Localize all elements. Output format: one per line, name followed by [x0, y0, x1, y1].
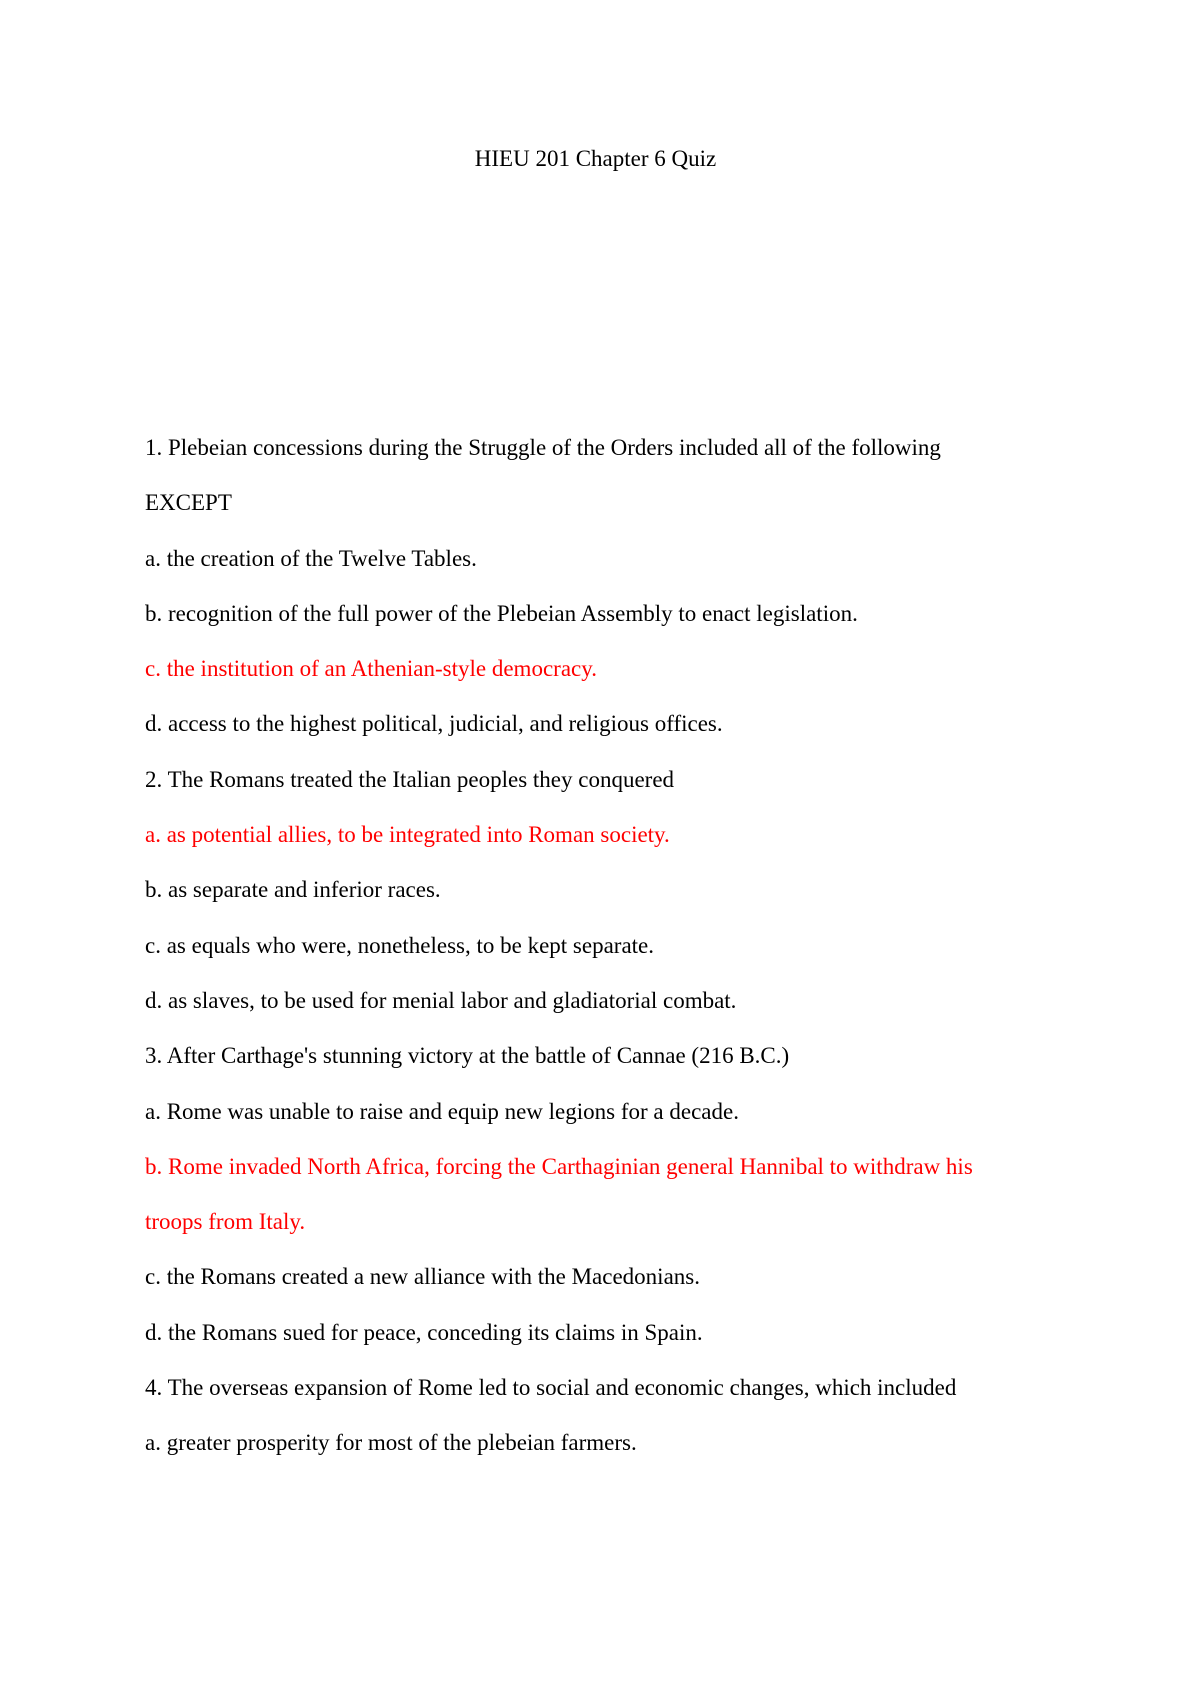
answer-option-d: d. as slaves, to be used for menial labor and gladiatorial combat. [145, 987, 737, 1013]
question-stem-line: 2. The Romans treated the Italian peoples they conquered [145, 766, 675, 792]
correct-answer-option-c: c. the institution of an Athenian-style democracy. [145, 656, 597, 682]
correct-answer-option-b: b. Rome invaded North Africa, forcing the Carthaginian general Hannibal to withdraw his [145, 1153, 973, 1179]
question-stem-line: 1. Plebeian concessions during the Struggle of the Orders included all of the following [145, 435, 941, 460]
question-4 [145, 1360, 1045, 1471]
page-title: HIEU 201 Chapter 6 Quiz [474, 146, 717, 171]
quiz-body [145, 420, 1045, 1471]
answer-option-b: b. recognition of the full power of the Plebeian Assembly to enact legislation. [145, 600, 858, 626]
question-1 [145, 420, 1045, 752]
answer-option-b: b. as separate and inferior races. [145, 877, 441, 903]
answer-option-a: a. the creation of the Twelve Tables. [145, 545, 477, 571]
question-stem-line: EXCEPT [145, 490, 232, 516]
answer-option-d: d. access to the highest political, judicial, and religious offices. [145, 711, 723, 737]
answer-option-a: a. greater prosperity for most of the plebeian farmers. [145, 1430, 637, 1456]
answer-option-c: c. the Romans created a new alliance with the Macedonians. [145, 1264, 700, 1290]
answer-option-a: a. Rome was unable to raise and equip new legions for a decade. [145, 1098, 739, 1124]
correct-answer-option-b-continued: troops from Italy. [145, 1209, 306, 1235]
question-stem-line: 3. After Carthage's stunning victory at the battle of Cannae (216 B.C.) [145, 1043, 790, 1069]
question-3 [145, 1028, 1045, 1360]
answer-option-c: c. as equals who were, nonetheless, to be kept separate. [145, 932, 655, 958]
question-2 [145, 752, 1045, 1028]
question-stem-line: 4. The overseas expansion of Rome led to social and economic changes, which included [145, 1375, 957, 1401]
correct-answer-option-a: a. as potential allies, to be integrated into Roman society. [145, 822, 670, 848]
answer-option-d: d. the Romans sued for peace, conceding its claims in Spain. [145, 1319, 703, 1345]
